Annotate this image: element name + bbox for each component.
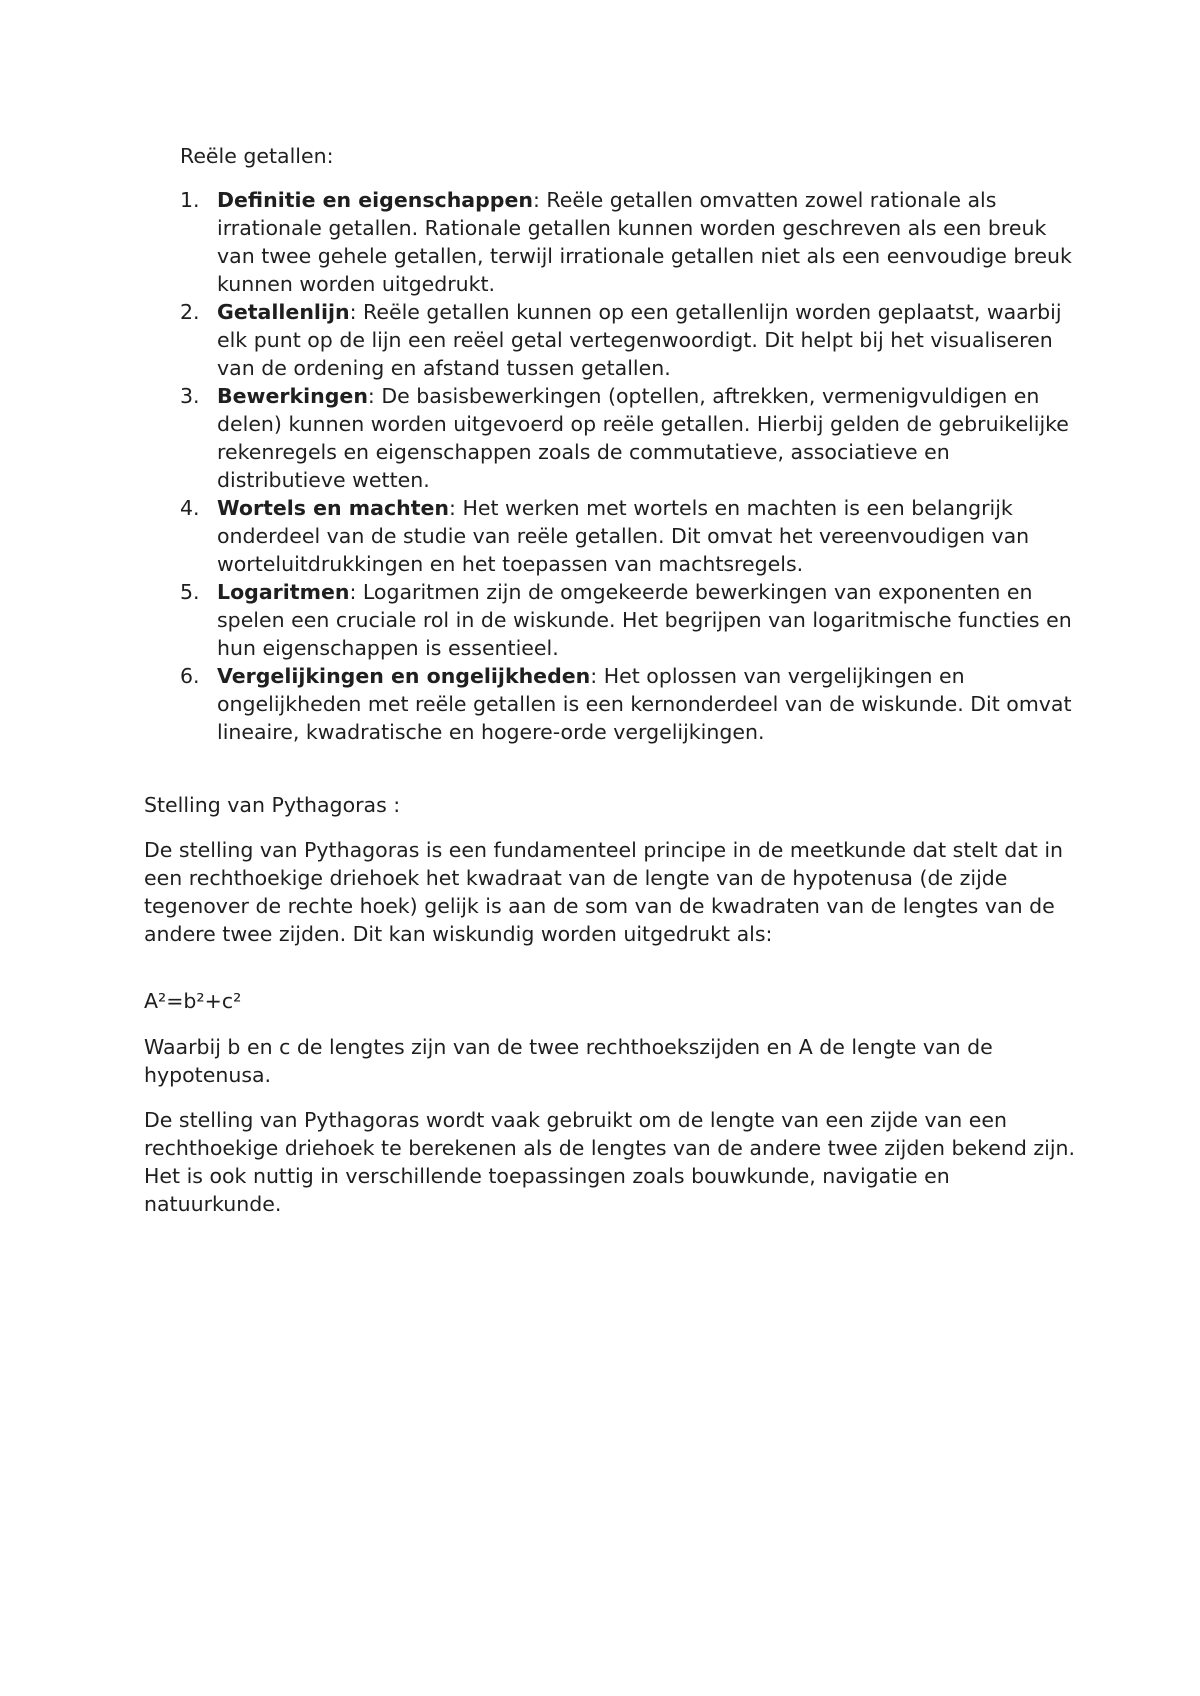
list-item-term: Bewerkingen bbox=[217, 384, 368, 408]
paragraph-formula-explanation: Waarbij b en c de lengtes zijn van de twee rechthoekszijden en A de lengte van de hypotenusa. bbox=[144, 1035, 993, 1087]
formula: A²=b²+c² bbox=[144, 989, 242, 1013]
list-item bbox=[180, 578, 1080, 662]
list-item-number: 3. bbox=[180, 384, 200, 408]
list-item-term: Getallenlijn bbox=[217, 300, 350, 324]
list-item bbox=[180, 662, 1080, 746]
list-item-number: 6. bbox=[180, 664, 200, 688]
paragraph-pythagoras-intro: De stelling van Pythagoras is een fundamenteel principe in de meetkunde dat stelt dat in een rechthoekige driehoek het kwadraat van de lengte van de hypotenusa (de zijde tegenover de rechte hoek) gelijk is aan de som van de kwadraten van de lengtes van de andere twee zijden. Dit kan wiskundig worden uitgedrukt als: bbox=[144, 838, 1064, 946]
list-item-text: : Reële getallen kunnen op een getallenlijn worden geplaatst, waarbij elk punt op de lijn een reëel getal vertegenwoordigt. Dit helpt bij het visualiseren van de ordening en afstand tussen getallen. bbox=[217, 300, 1062, 380]
list-item-text: : Het oplossen van vergelijkingen en ongelijkheden met reële getallen is een kernonderdeel van de wiskunde. Dit omvat lineaire, kwadratische en hogere-orde vergelijkingen. bbox=[217, 664, 1072, 744]
section-title-pythagoras: Stelling van Pythagoras : bbox=[144, 793, 401, 817]
list-item-term: Vergelijkingen en ongelijkheden bbox=[217, 664, 591, 688]
list-item bbox=[180, 186, 1080, 298]
section-heading-real-numbers: Reële getallen: bbox=[180, 144, 334, 168]
list-item-term: Wortels en machten bbox=[217, 496, 450, 520]
list-item-term: Definitie en eigenschappen bbox=[217, 188, 533, 212]
numbered-list bbox=[180, 186, 1080, 746]
list-item bbox=[180, 494, 1080, 578]
list-item-text: : De basisbewerkingen (optellen, aftrekken, vermenigvuldigen en delen) kunnen worden uitgevoerd op reële getallen. Hierbij gelden de gebruikelijke rekenregels en eigenschappen zoals de commutatieve, associatieve en distributieve wetten. bbox=[217, 384, 1069, 492]
list-item-number: 2. bbox=[180, 300, 200, 324]
list-item-number: 5. bbox=[180, 580, 200, 604]
paragraph-applications: De stelling van Pythagoras wordt vaak gebruikt om de lengte van een zijde van een rechthoekige driehoek te berekenen als de lengtes van de andere twee zijden bekend zijn. Het is ook nuttig in verschillende toepassingen zoals bouwkunde, navigatie en natuurkunde. bbox=[144, 1108, 1076, 1216]
list-item-text: : Logaritmen zijn de omgekeerde bewerkingen van exponenten en spelen een cruciale rol in de wiskunde. Het begrijpen van logaritmische functies en hun eigenschappen is essentieel. bbox=[217, 580, 1072, 660]
list-item bbox=[180, 298, 1080, 382]
list-item bbox=[180, 382, 1080, 494]
list-item-number: 4. bbox=[180, 496, 200, 520]
list-item-text: : Het werken met wortels en machten is een belangrijk onderdeel van de studie van reële getallen. Dit omvat het vereenvoudigen van worteluitdrukkingen en het toepassen van machtsregels. bbox=[217, 496, 1030, 576]
list-item-term: Logaritmen bbox=[217, 580, 350, 604]
list-item-number: 1. bbox=[180, 188, 200, 212]
list-item-text: : Reële getallen omvatten zowel rationale als irrationale getallen. Rationale getallen kunnen worden geschreven als een breuk van twee gehele getallen, terwijl irrationale getallen niet als een eenvoudige breuk kunnen worden uitgedrukt. bbox=[217, 188, 1072, 296]
